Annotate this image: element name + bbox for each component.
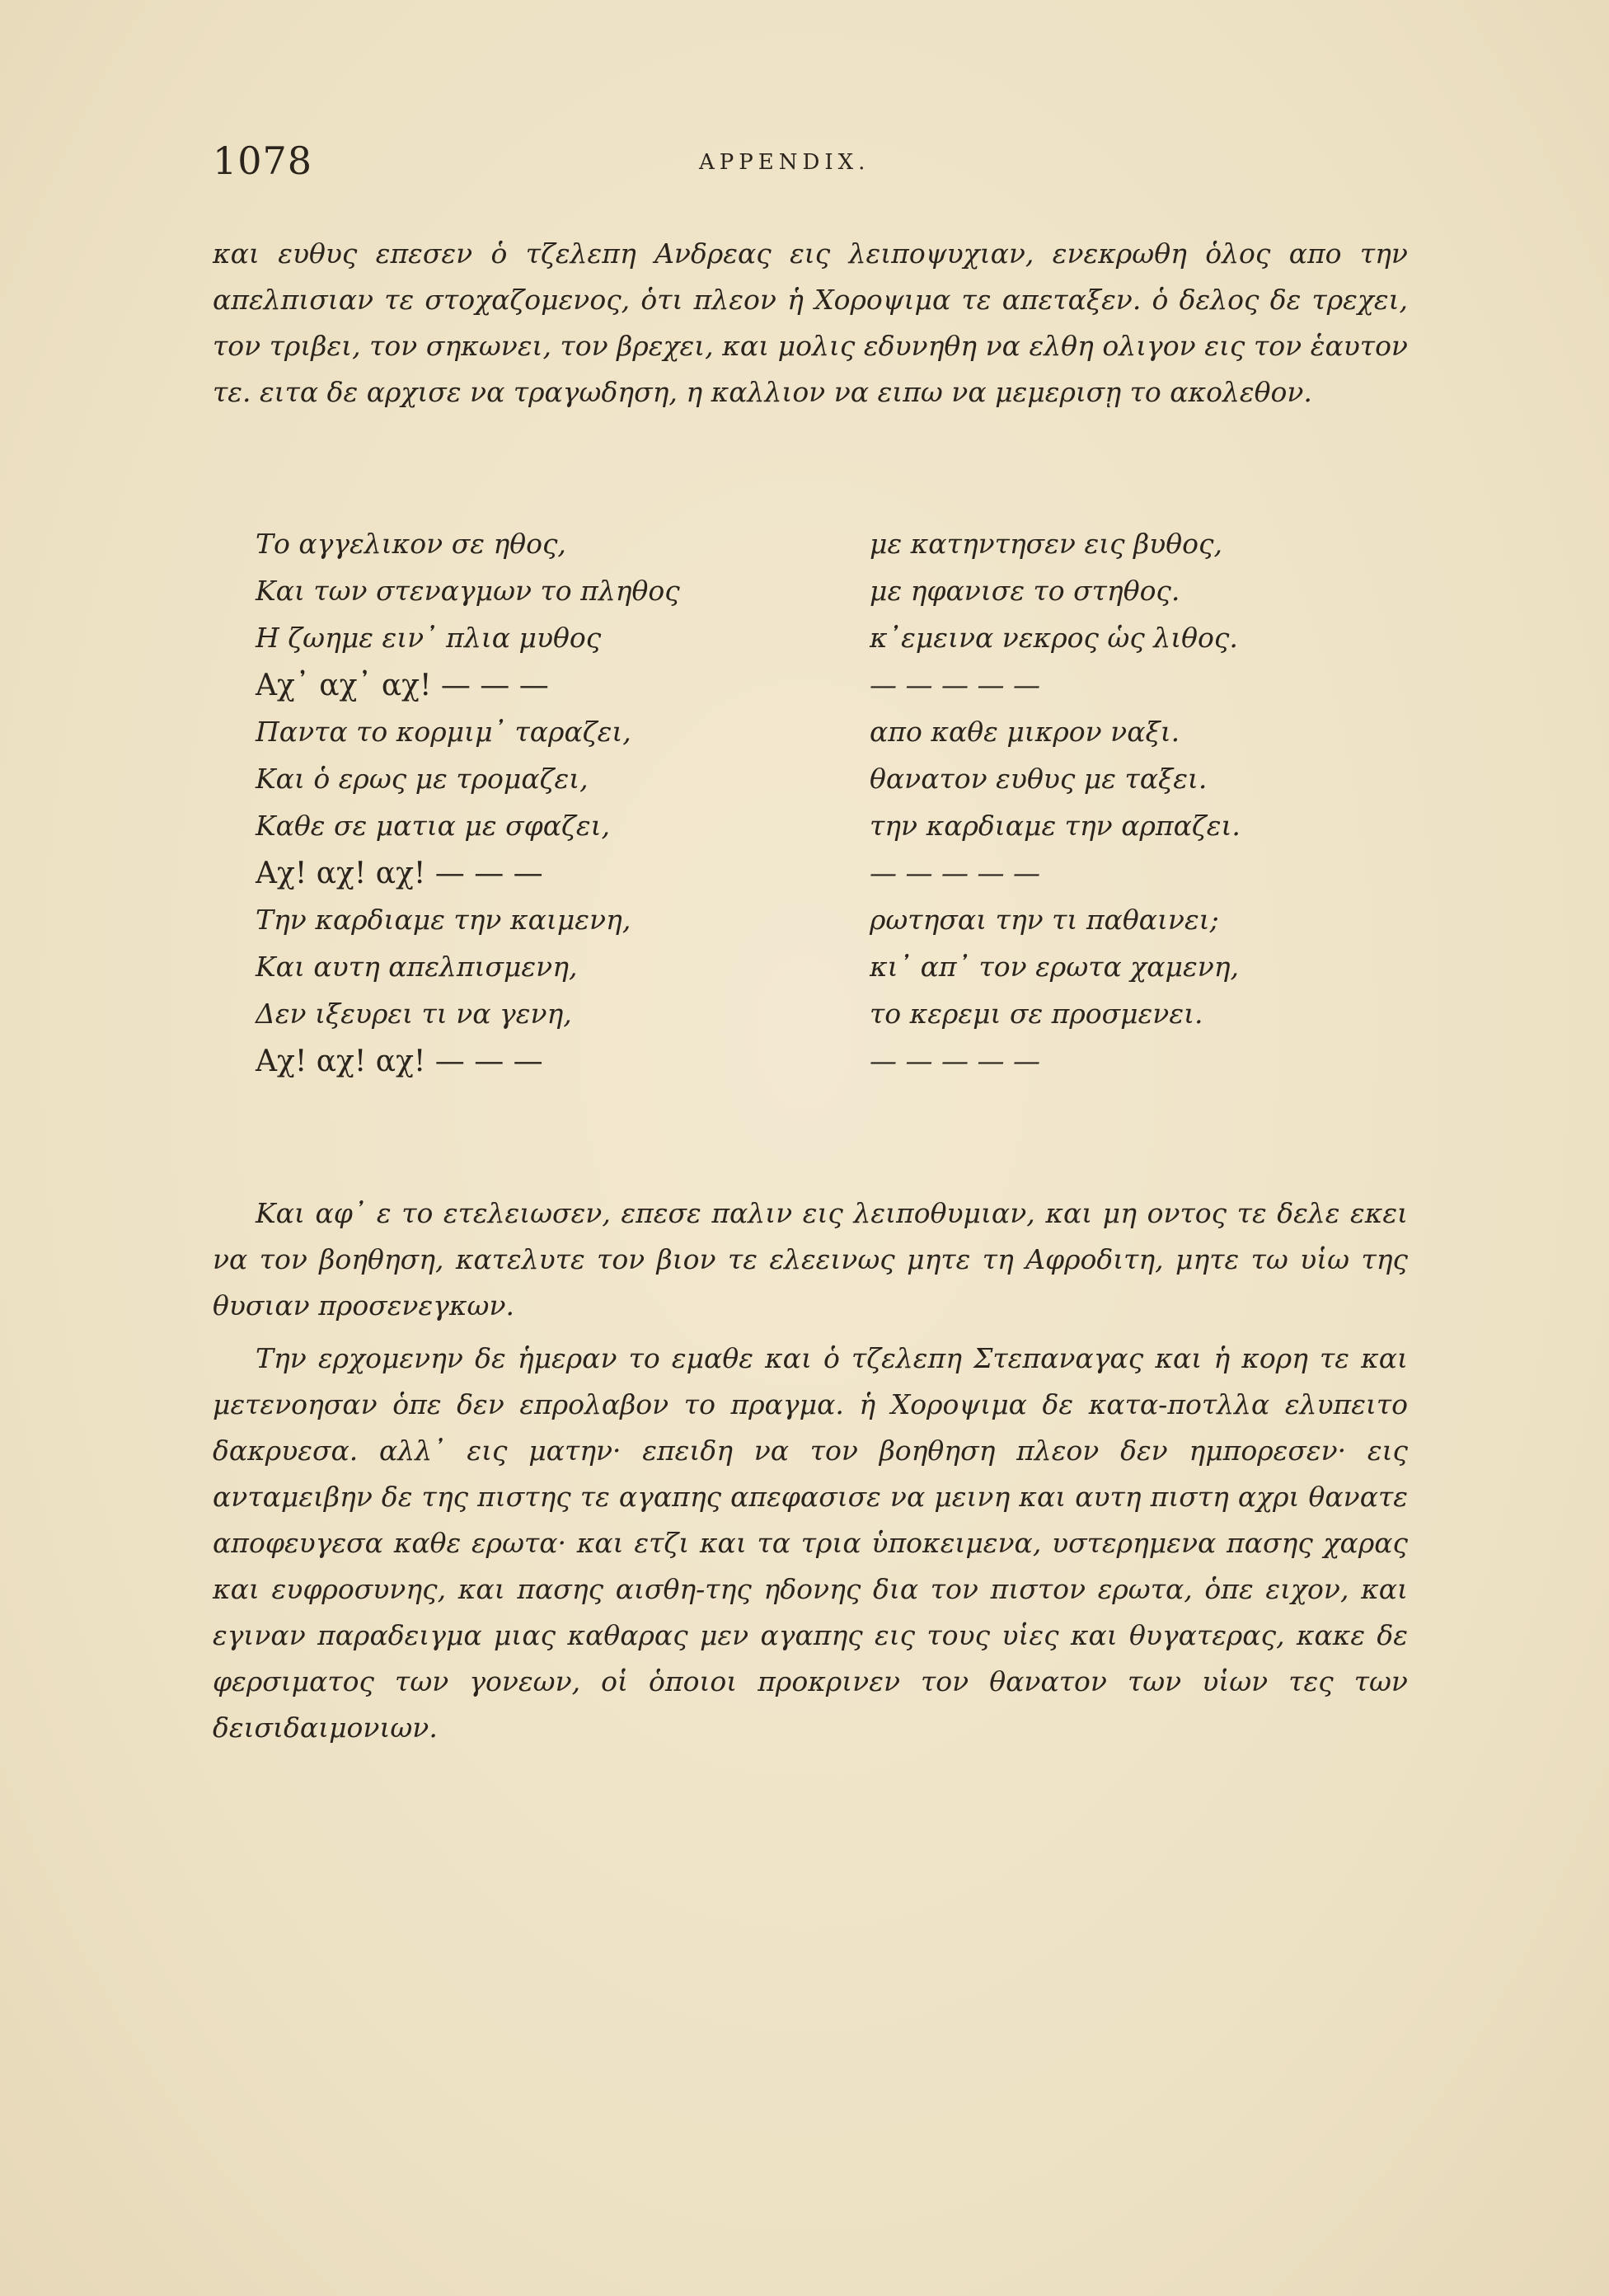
refrain-right: — — — — —	[870, 857, 1040, 889]
refrain-line	[256, 857, 1352, 904]
verse-line-left: Καθε σε ματια με σφαζει,	[256, 810, 611, 842]
refrain-left: Αχ᾽ αχ᾽ αχ! — — —	[256, 669, 549, 702]
verse-line	[256, 716, 1352, 763]
refrain-line	[256, 1045, 1352, 1092]
verse-line-right: με ηφανισε το στηθος.	[870, 575, 1180, 607]
poem	[256, 528, 1352, 1092]
stanza	[256, 716, 1352, 904]
page-number: 1078	[213, 139, 313, 183]
verse-line-left: Δεν ιξευρει τι να γενη,	[256, 998, 572, 1030]
verse-line-left: Και ὁ ερως με τρομαζει,	[256, 763, 589, 795]
verse-line-left: Και των στεναγμων το πληθος	[256, 575, 680, 607]
verse-line	[256, 622, 1352, 669]
verse-line-left: Παντα το κορμιμ᾽ ταραζει,	[256, 716, 631, 748]
refrain-left: Αχ! αχ! αχ! — — —	[256, 857, 543, 890]
closing-text-block	[213, 1190, 1408, 1751]
verse-line-right: την καρδιαμε την αρπαζει.	[870, 810, 1241, 842]
verse-line	[256, 575, 1352, 622]
verse-line	[256, 998, 1352, 1045]
verse-line	[256, 904, 1352, 951]
verse-line-left: Η ζωημε ειν᾽ πλια μυθος	[256, 622, 602, 654]
refrain-line	[256, 669, 1352, 716]
closing-paragraph: Και αφ᾽ ε το ετελειωσεν, επεσε παλιν εις λειποθυμιαν, και μη οντος τε δελε εκει να τον βοηθηση, κατελυτε τον βιον τε ελεεινως μητε τη Αφροδιτη, μητε τω υἱω της θυσιαν προσενεγκων.	[213, 1197, 1408, 1322]
verse-line	[256, 810, 1352, 857]
refrain-left: Αχ! αχ! αχ! — — —	[256, 1045, 543, 1078]
stanza	[256, 904, 1352, 1092]
stanza	[256, 528, 1352, 716]
intro-text-block	[213, 231, 1408, 416]
running-head: APPENDIX.	[699, 150, 870, 175]
intro-paragraph: και ευθυς επεσεν ὁ τζελεπη Ανδρεας εις λειποψυχιαν, ενεκρωθη ὁλος απο την απελπισιαν τε στοχαζομενος, ὁτι πλεον ἡ Χοροψιμα τε απεταξεν. ὁ δελος δε τρεχει, τον τριβει, τον σηκωνει, τον βρεχει, και μολις εδυνηθη να ελθη ολιγον εις τον ἑαυτον τε. ειτα δε αρχισε να τραγωδηση, η καλλιον να ειπω να μεμερισῃ το ακολεθον.	[213, 237, 1408, 408]
verse-line-left: Και αυτη απελπισμενη,	[256, 951, 578, 983]
verse-line-right: απο καθε μικρον ναξι.	[870, 716, 1180, 748]
verse-line-right: θανατον ευθυς με ταξει.	[870, 763, 1208, 795]
page-header	[213, 139, 1408, 196]
verse-line-right: ρωτησαι την τι παθαινει;	[870, 904, 1219, 936]
verse-line	[256, 951, 1352, 998]
verse-line-left: Το αγγελικον σε ηθος,	[256, 528, 566, 560]
verse-line	[256, 528, 1352, 575]
refrain-right: — — — — —	[870, 669, 1040, 701]
closing-paragraph: Την ερχομενην δε ἡμεραν το εμαθε και ὁ τζελεπη Στεπαναγας και ἡ κορη τε και μετενοησαν ὁπε δεν επρολαβον το πραγμα. ἡ Χοροψιμα δε κατα-ποτλλα ελυπειτο δακρυεσα. αλλ᾽ εις ματην· επειδη να τον βοηθηση πλεον δεν ημπορεσεν· εις ανταμειβην δε της πιστης τε αγαπης απεφασισε να μεινη και αυτη πιστη αχρι θανατε αποφευγεσα καθε ερωτα· και ετζι και τα τρια ὑποκειμενα, υστερημενα πασης χαρας και ευφροσυνης, και πασης αισθη-της ηδονης δια τον πιστον ερωτα, ὁπε ειχον, και εγιναν παραδειγμα μιας καθαρας μεν αγαπης εις τους υἱες και θυγατερας, κακε δε φερσιματος των γονεων, οἱ ὁποιοι προκρινεν τον θανατον των υἱων τες των δεισιδαιμονιων.	[213, 1342, 1408, 1744]
verse-line	[256, 763, 1352, 810]
verse-line-right: κ᾽εμεινα νεκρος ὡς λιθος.	[870, 622, 1238, 654]
verse-line-left: Την καρδιαμε την καιμενη,	[256, 904, 631, 936]
verse-line-right: το κερεμι σε προσμενει.	[870, 998, 1203, 1030]
verse-line-right: κι᾽ απ᾽ τον ερωτα χαμενη,	[870, 951, 1240, 983]
refrain-right: — — — — —	[870, 1045, 1040, 1077]
verse-line-right: με κατηντησεν εις βυθος,	[870, 528, 1222, 560]
